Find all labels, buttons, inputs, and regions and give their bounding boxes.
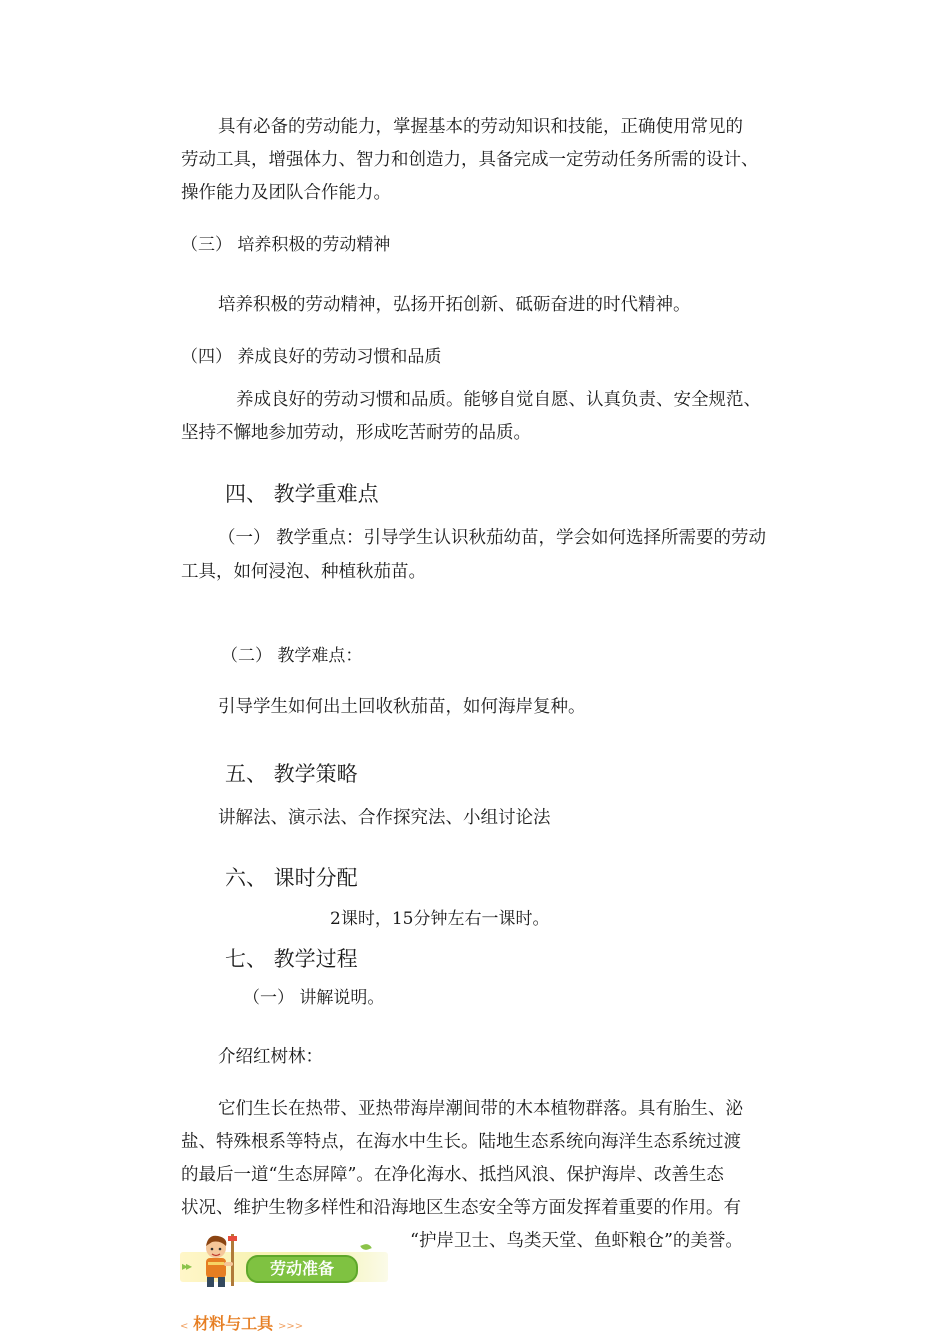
paragraph-line: 引导学生如何出土回收秋茄苗，如何海岸复种。: [218, 697, 586, 717]
left-chevron-icon: <: [180, 1321, 189, 1332]
paragraph-line: 盐、特殊根系等特点，在海水中生长。陆地生态系统向海洋生态系统过渡: [181, 1132, 741, 1152]
section-heading: 五、 教学策略: [225, 762, 358, 786]
paragraph-line: 操作能力及团队合作能力。: [181, 183, 391, 203]
paragraph-line: 讲解法、演示法、合作探究法、小组讨论法: [218, 808, 551, 828]
banner-label-pill: [246, 1255, 358, 1283]
right-chevrons-icon: >>>: [277, 1321, 304, 1332]
paragraph-line: 具有必备的劳动能力，掌握基本的劳动知识和技能，正确使用常见的: [218, 117, 743, 137]
paragraph-line: 介绍红树林：: [218, 1047, 323, 1067]
section-title: （四） 养成良好的劳动习惯和品质: [181, 347, 442, 367]
materials-tools-title: 材料与工具: [193, 1314, 274, 1333]
paragraph-line: 它们生长在热带、亚热带海岸潮间带的木本植物群落。具有胎生、泌: [218, 1099, 743, 1119]
section-heading: 六、 课时分配: [225, 866, 358, 890]
paragraph-line: 坚持不懈地参加劳动，形成吃苦耐劳的品质。: [181, 423, 531, 443]
section-title: （一） 讲解说明。: [243, 988, 385, 1008]
labor-prep-banner: [178, 1232, 390, 1290]
paragraph-line: 养成良好的劳动习惯和品质。能够自觉自愿、认真负责、安全规范、: [236, 390, 761, 410]
double-arrow-icon: ▸▸: [182, 1259, 191, 1273]
paragraph-line: 的最后一道“生态屏障”。在净化海水、抵挡风浪、保护海岸、改善生态: [181, 1165, 724, 1185]
section-heading: 七、 教学过程: [225, 947, 358, 971]
paragraph-line: 工具，如何浸泡、种植秋茄苗。: [181, 562, 426, 582]
paragraph-line: 2课时，15分钟左右一课时。: [330, 909, 550, 929]
paragraph-line: 劳动工具，增强体力、智力和创造力，具备完成一定劳动任务所需的设计、: [181, 150, 759, 170]
section-heading: 四、 教学重难点: [225, 482, 379, 506]
paragraph-line: （一） 教学重点：引导学生认识秋茄幼苗，学会如何选择所需要的劳动: [218, 528, 767, 548]
paragraph-line: 培养积极的劳动精神，弘扬开拓创新、砥砺奋进的时代精神。: [218, 295, 691, 315]
banner-label: 劳动准备: [269, 1259, 334, 1278]
materials-tools-heading: [180, 1313, 303, 1338]
paragraph-line: “护岸卫士、鸟类天堂、鱼虾粮仓”的美誉。: [410, 1231, 743, 1251]
paragraph-line: 状况、维护生物多样性和沿海地区生态安全等方面发挥着重要的作用。有: [181, 1198, 741, 1218]
child-worker-icon: [198, 1232, 244, 1290]
leaf-icon: [360, 1242, 371, 1251]
section-title: （三） 培养积极的劳动精神: [181, 235, 391, 255]
section-title: （二） 教学难点：: [221, 646, 363, 666]
